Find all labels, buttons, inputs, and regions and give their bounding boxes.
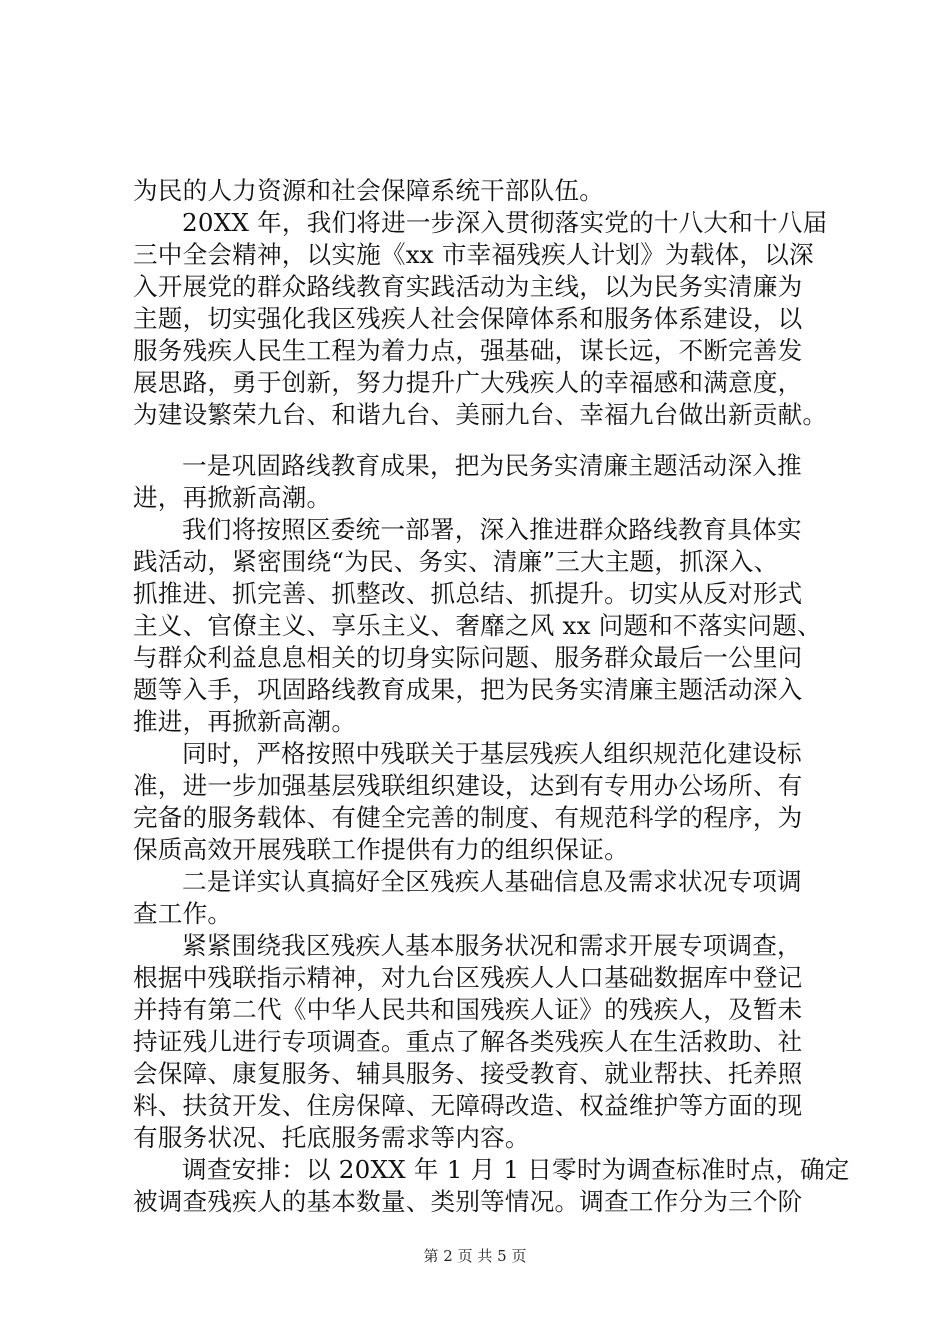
- text-line: 主义、官僚主义、享乐主义、奢靡之风 xx 问题和不落实问题、: [133, 611, 822, 640]
- text-line: 题等入手，巩固路线教育成果，把为民务实清廉主题活动深入: [133, 675, 803, 704]
- text-line: 抓推进、抓完善、抓整改、抓总结、抓提升。切实从反对形式: [133, 579, 803, 608]
- section-heading-2: 二是详实认真搞好全区残疾人基础信息及需求状况专项调: [182, 867, 802, 896]
- text-line: 服务残疾人民生工程为着力点，强基础，谋长远，不断完善发: [133, 336, 803, 365]
- paragraph-first-line: 同时，严格按照中残联关于基层残疾人组织规范化建设标: [182, 739, 802, 768]
- text-line: 根据中残联指示精神，对九台区残疾人人口基础数据库中登记: [133, 963, 803, 992]
- text-line: 料、扶贫开发、住房保障、无障碍改造、权益维护等方面的现: [133, 1091, 803, 1120]
- section-heading-2-cont: 查工作。: [133, 899, 233, 928]
- text-line: 为建设繁荣九台、和谐九台、美丽九台、幸福九台做出新贡献。: [133, 400, 828, 429]
- text-line: 为民的人力资源和社会保障系统干部队伍。: [133, 176, 605, 205]
- paragraph-first-line: 紧紧围绕我区残疾人基本服务状况和需求开展专项调查，: [182, 931, 802, 960]
- text-line: 被调查残疾人的基本数量、类别等情况。调查工作分为三个阶: [133, 1187, 803, 1216]
- text-line: 完备的服务载体、有健全完善的制度、有规范科学的程序，为: [133, 803, 803, 832]
- text-line: 有服务状况、托底服务需求等内容。: [133, 1123, 530, 1152]
- text-line: 三中全会精神，以实施《xx 市幸福残疾人计划》为载体，以深: [133, 240, 814, 269]
- text-line: 会保障、康复服务、辅具服务、接受教育、就业帮扶、托养照: [133, 1059, 803, 1088]
- text-line: 推进，再掀新高潮。: [133, 707, 357, 736]
- paragraph-first-line: 调查安排：以 20XX 年 1 月 1 日零时为调查标准时点，确定: [182, 1155, 850, 1184]
- page-number-footer: 第 2 页 共 5 页: [423, 1247, 527, 1265]
- text-line: 展思路，勇于创新，努力提升广大残疾人的幸福感和满意度，: [133, 368, 803, 397]
- text-line: 持证残儿进行专项调查。重点了解各类残疾人在生活救助、社: [133, 1027, 803, 1056]
- text-line: 并持有第二代《中华人民共和国残疾人证》的残疾人，及暂未: [133, 995, 803, 1024]
- section-heading-1: 一是巩固路线教育成果，把为民务实清廉主题活动深入推: [182, 451, 802, 480]
- text-line: 主题，切实强化我区残疾人社会保障体系和服务体系建设，以: [133, 304, 803, 333]
- text-line: 与群众利益息息相关的切身实际问题、服务群众最后一公里问: [133, 643, 803, 672]
- text-line: 准，进一步加强基层残联组织建设，达到有专用办公场所、有: [133, 771, 803, 800]
- text-line: 践活动，紧密围绕“为民、务实、清廉”三大主题，抓深入、: [133, 547, 779, 576]
- paragraph-first-line: 20XX 年，我们将进一步深入贯彻落实党的十八大和十八届: [182, 208, 828, 237]
- text-line: 保质高效开展残联工作提供有力的组织保证。: [133, 835, 629, 864]
- paragraph-first-line: 我们将按照区委统一部署，深入推进群众路线教育具体实: [182, 515, 802, 544]
- text-line: 入开展党的群众路线教育实践活动为主线，以为民务实清廉为: [133, 272, 803, 301]
- section-heading-1-cont: 进，再掀新高潮。: [133, 483, 332, 512]
